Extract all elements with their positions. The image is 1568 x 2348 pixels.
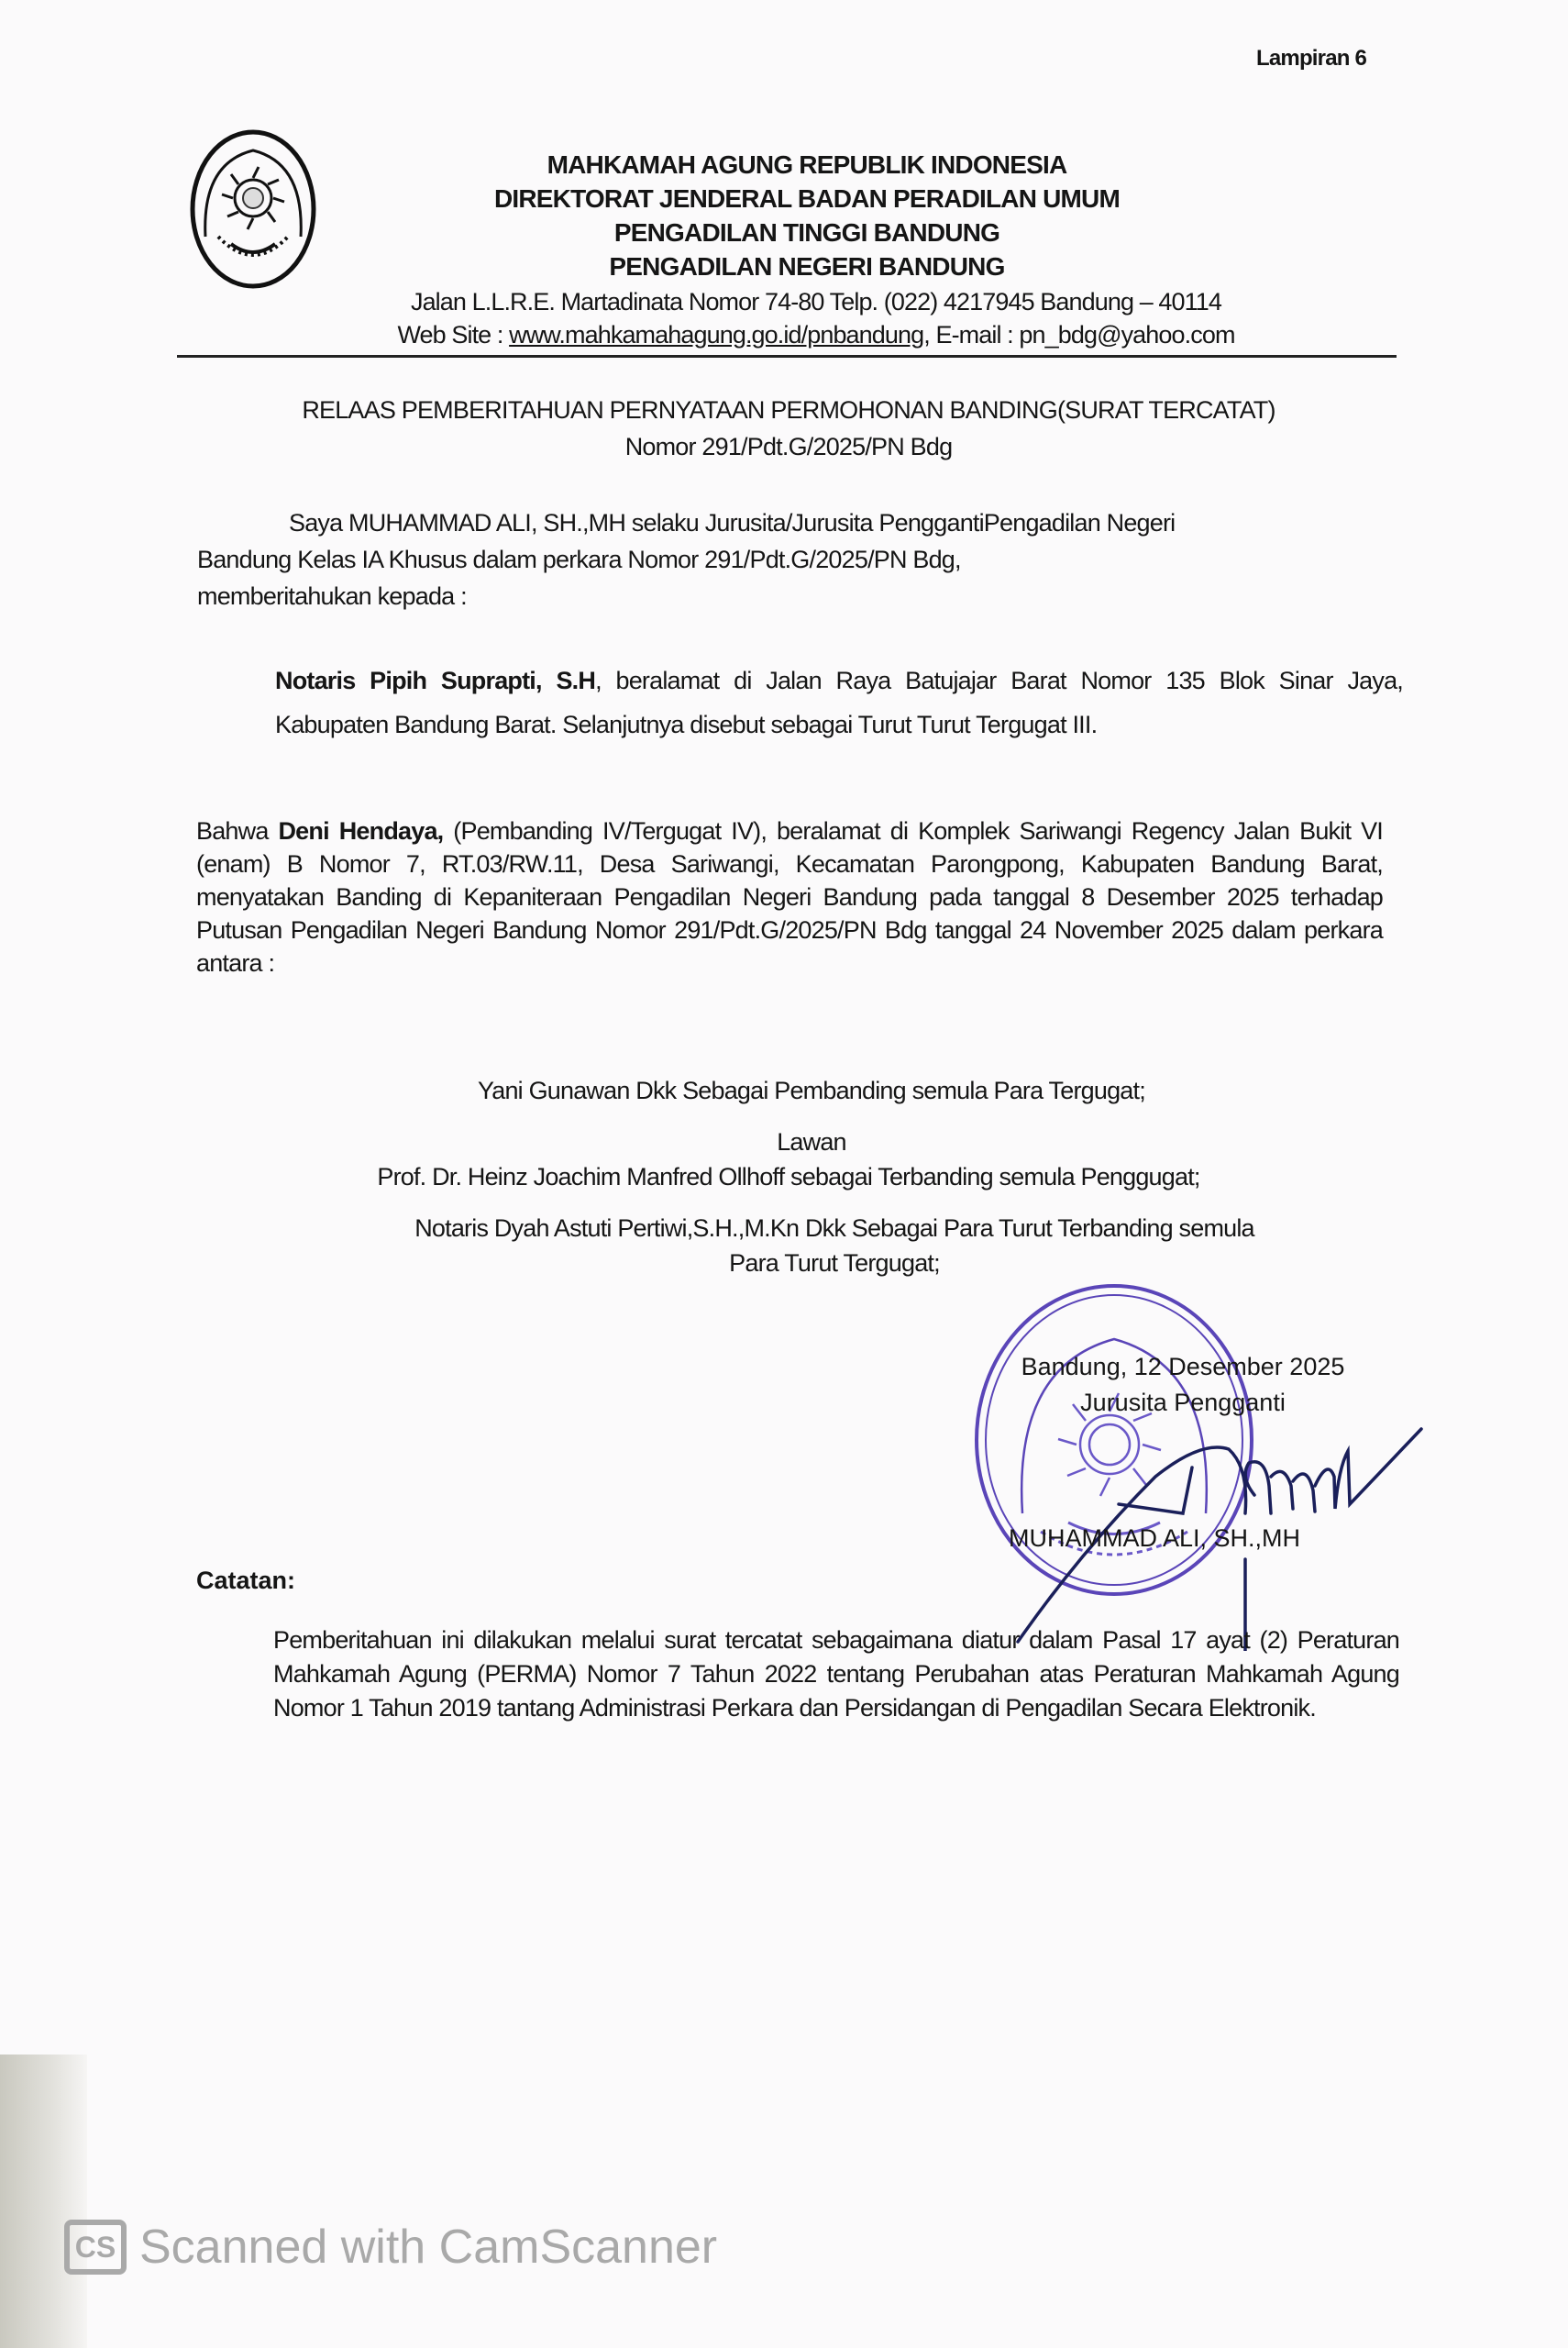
camscanner-text: Scanned with CamScanner (139, 2221, 718, 2274)
recipient-paragraph (275, 659, 1403, 747)
letterhead-line-1: MAHKAMAH AGUNG REPUBLIK INDONESIA (547, 150, 1067, 179)
signature-place-date: Bandung, 12 Desember 2025 (1021, 1353, 1345, 1380)
letterhead-line-2: DIREKTORAT JENDERAL BADAN PERADILAN UMUM (493, 184, 1120, 213)
document-number: Nomor 291/Pdt.G/2025/PN Bdg (624, 433, 953, 460)
intro-paragraph (197, 504, 1380, 615)
website-label: Web Site : (397, 321, 510, 349)
note-label: Catatan: (196, 1567, 296, 1594)
intro-line-2: Bandung Kelas IA Khusus dalam perkara Nomor 291/Pdt.G/2025/PN Bdg, (197, 546, 961, 573)
statement-prefix: Bahwa (196, 817, 279, 845)
document-title: RELAAS PEMBERITAHUAN PERNYATAAN PERMOHONAN BANDING(SURAT TERCATAT) (302, 396, 1275, 424)
recipient-text: , beralamat di Jalan Raya Batujajar Barat Nomor 135 Blok Sinar Jaya, Kabupaten Bandung Barat. Selanjutnya disebut sebagai Turut Turut Tergugat III. (275, 667, 1403, 738)
statement-paragraph (196, 814, 1383, 980)
party-co-respondent-2: Para Turut Tergugat; (729, 1249, 940, 1277)
letterhead-line-4: PENGADILAN NEGERI BANDUNG (609, 252, 1005, 281)
appellant-name: Deni Hendaya, (278, 817, 444, 845)
letterhead-address: Jalan L.L.R.E. Martadinata Nomor 74-80 Telp. (022) 4217945 Bandung – 40114 (410, 288, 1222, 316)
letterhead-divider (177, 355, 1397, 358)
statement-text: (Pembanding IV/Tergugat IV), beralamat di Komplek Sariwangi Regency Jalan Bukit VI (enam) B Nomor 7, RT.03/RW.11, Desa Sariwangi, Kecamatan Parongpong, Kabupaten Bandung Barat, menyatakan Banding di Kepaniteraan Pengadilan Negeri Bandung pada tanggal 8 Desember 2025 terhadap Putusan Pengadilan Negeri Bandung Nomor 291/Pdt.G/2025/PN Bdg tanggal 24 November 2025 dalam perkara antara : (196, 817, 1383, 977)
email-text: , E-mail : pn_bdg@yahoo.com (923, 321, 1235, 349)
letterhead-contact (303, 319, 1330, 350)
party-co-respondent-1: Notaris Dyah Astuti Pertiwi,S.H.,M.Kn Dkk Sebagai Para Turut Terbanding semula (414, 1214, 1254, 1242)
intro-line-3: memberitahukan kepada : (197, 582, 467, 610)
party-appellant: Yani Gunawan Dkk Sebagai Pembanding semula Para Tergugat; (478, 1077, 1145, 1104)
intro-line-1: Saya MUHAMMAD ALI, SH.,MH selaku Jurusita/Jurusita PenggantiPengadilan Negeri (289, 509, 1176, 537)
scan-edge-shadow (0, 2054, 87, 2348)
letterhead-line-3: PENGADILAN TINGGI BANDUNG (613, 218, 1000, 247)
signature-name: MUHAMMAD ALI, SH.,MH (1009, 1524, 1301, 1552)
signature-role: Jurusita Pengganti (1080, 1389, 1286, 1416)
attachment-label: Lampiran 6 (1256, 46, 1367, 71)
recipient-name: Notaris Pipih Suprapti, S.H (275, 667, 596, 694)
court-emblem-logo (161, 127, 345, 292)
note-text: Pemberitahuan ini dilakukan melalui surat tercatat sebagaimana diatur dalam Pasal 17 ayat (2) Peraturan Mahkamah Agung (PERMA) Nomor 7 Tahun 2022 tentang Perubahan atas Peraturan Mahkamah Agung Nomor 1 Tahun 2019 tantang Administrasi Perkara dan Persidangan di Pengadilan Secara Elektronik. (273, 1626, 1399, 1722)
camscanner-logo-icon: CS (64, 2220, 127, 2275)
camscanner-watermark (64, 2220, 717, 2275)
website-link[interactable]: www.mahkamahagung.go.id/pnbandung (509, 321, 924, 349)
party-respondent: Prof. Dr. Heinz Joachim Manfred Ollhoff sebagai Terbanding semula Penggugat; (377, 1163, 1200, 1191)
party-versus: Lawan (777, 1128, 846, 1156)
